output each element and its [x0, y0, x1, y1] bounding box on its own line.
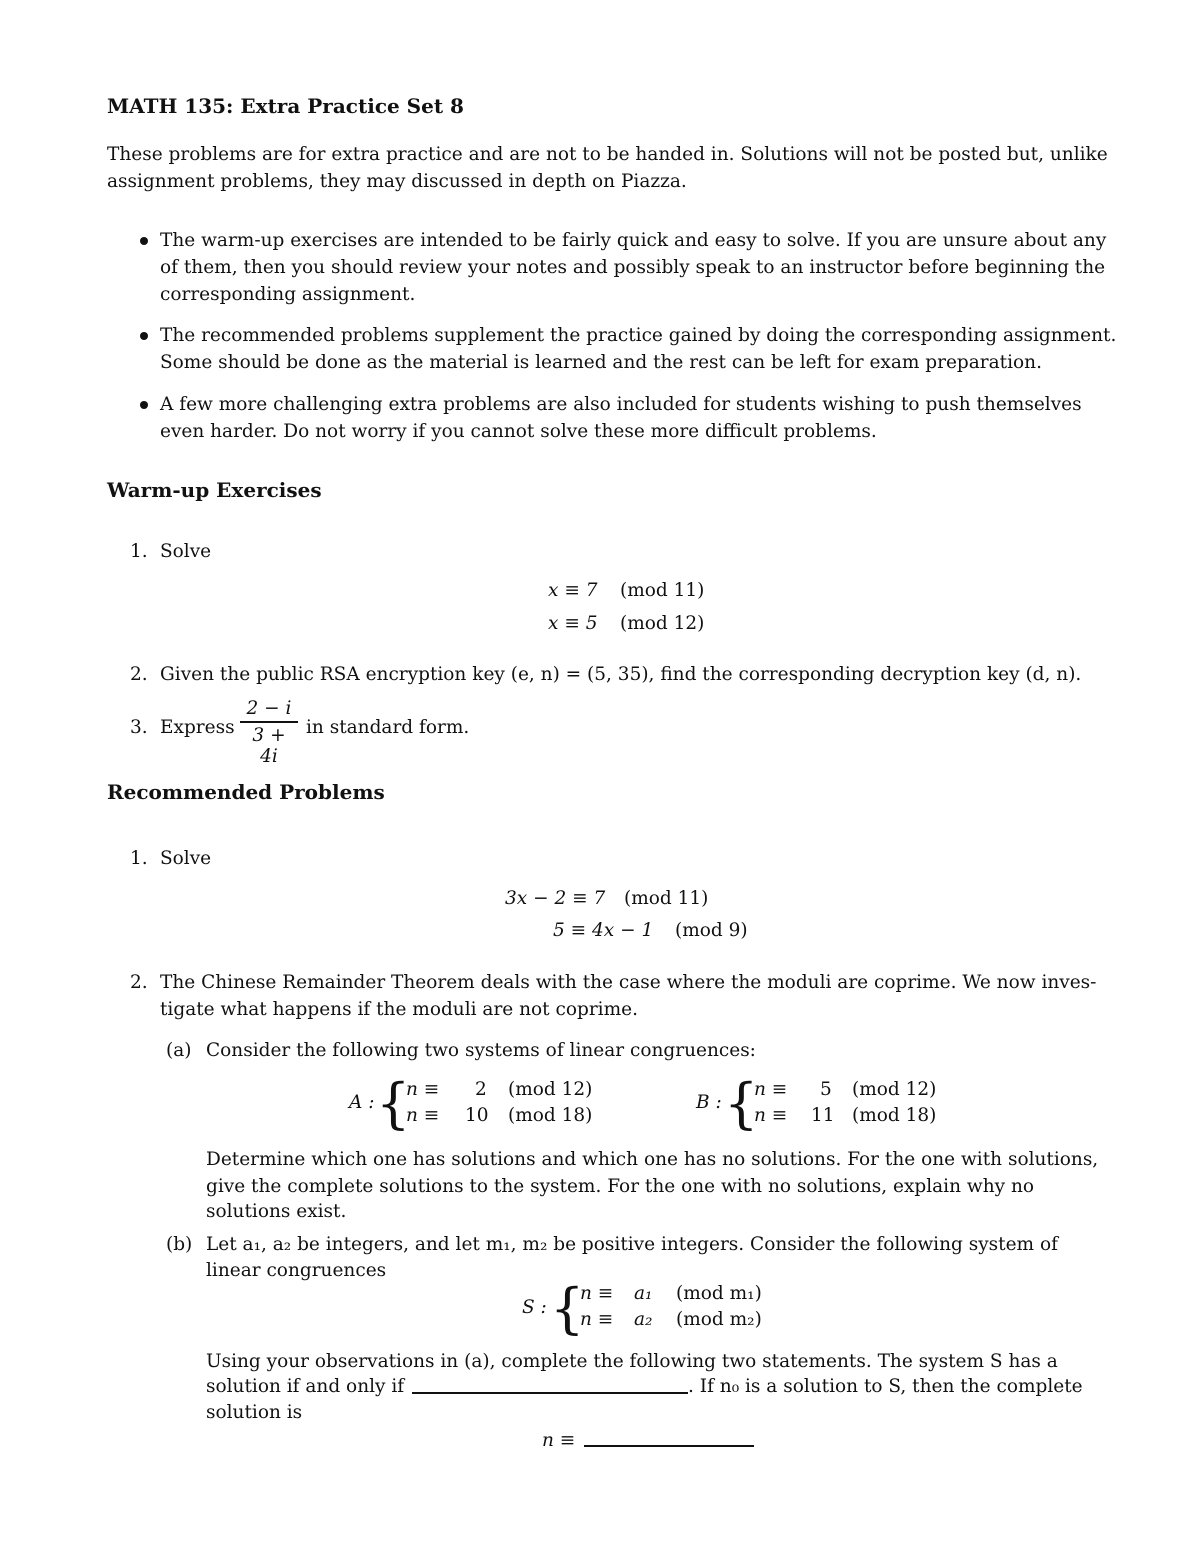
system-a-row1-mod: (mod 12)	[508, 1079, 593, 1100]
bullet-line: of them, then you should review your notes and possibly speak to an instructor before beginning the	[160, 257, 1106, 278]
part-b-after-line3: solution is	[206, 1402, 303, 1423]
system-a-row1-rhs: 2	[475, 1079, 487, 1100]
system-s-row2-mod: (mod m₂)	[676, 1309, 762, 1330]
warmup-q1-text: Solve	[160, 541, 212, 562]
recommended-q2-line1: The Chinese Remainder Theorem deals with the case where the moduli are coprime. We now inves-	[160, 972, 1097, 993]
page-title: MATH 135: Extra Practice Set 8	[107, 94, 464, 118]
system-b-row1-lhs: n ≡	[754, 1079, 788, 1100]
recommended-q1-text: Solve	[160, 848, 212, 869]
system-b-row1-mod: (mod 12)	[852, 1079, 937, 1100]
warmup-q1-eq2-mod: (mod 12)	[620, 613, 705, 634]
system-s-name: S :	[522, 1297, 547, 1318]
warmup-q3-after: in standard form.	[306, 717, 470, 738]
fraction-denominator: 3 + 4i	[252, 724, 286, 767]
warmup-q1-eq1-lhs: x ≡ 7	[548, 580, 598, 601]
part-b-line1: Let a₁, a₂ be integers, and let m₁, m₂ be positive integers. Consider the following system of	[206, 1234, 1058, 1255]
left-brace: {	[376, 1072, 411, 1135]
bullet-line: Some should be done as the material is learned and the rest can be left for exam preparation.	[160, 352, 1042, 373]
system-a-row2-mod: (mod 18)	[508, 1105, 593, 1126]
recommended-q1-eq1-mod: (mod 11)	[624, 888, 709, 909]
system-s-row2-rhs: a₂	[634, 1309, 653, 1330]
left-brace: {	[550, 1277, 585, 1340]
part-b-after-line1: Using your observations in (a), complete the following two statements. The system S has a	[206, 1351, 1058, 1372]
system-a-row2-rhs: 10	[465, 1105, 489, 1126]
system-b-row2-lhs: n ≡	[754, 1105, 788, 1126]
warmup-heading: Warm-up Exercises	[107, 478, 322, 502]
recommended-q1-eq2-mod: (mod 9)	[675, 920, 748, 941]
warmup-q1-number: 1.	[130, 541, 148, 562]
system-b-row1-rhs: 5	[820, 1079, 832, 1100]
warmup-q3-number: 3.	[130, 717, 148, 738]
warmup-q1-eq1-mod: (mod 11)	[620, 580, 705, 601]
part-a-text: Consider the following two systems of linear congruences:	[206, 1040, 756, 1061]
bullet-icon	[140, 401, 148, 409]
recommended-q2-number: 2.	[130, 972, 148, 993]
system-b-row2-rhs: 11	[811, 1105, 835, 1126]
part-b-line2: linear congruences	[206, 1260, 387, 1281]
answer-blank-solution	[584, 1445, 754, 1447]
recommended-q1-eq1-lhs: 3x − 2 ≡ 7	[505, 888, 606, 909]
recommended-heading: Recommended Problems	[107, 780, 385, 804]
intro-line-1: These problems are for extra practice and are not to be handed in. Solutions will not be posted but, unlike	[107, 144, 1108, 165]
bullet-line: The recommended problems supplement the practice gained by doing the corresponding assignment.	[160, 325, 1117, 346]
warmup-q2-number: 2.	[130, 664, 148, 685]
system-s-row1-rhs: a₁	[634, 1283, 653, 1304]
system-a-row1-lhs: n ≡	[406, 1079, 440, 1100]
system-b-name: B :	[696, 1092, 722, 1113]
recommended-q2-line2: tigate what happens if the moduli are not coprime.	[160, 999, 638, 1020]
system-a-row2-lhs: n ≡	[406, 1105, 440, 1126]
fraction-bar	[240, 721, 298, 723]
warmup-q1-eq2-lhs: x ≡ 5	[548, 613, 598, 634]
warmup-q3-fraction	[240, 698, 298, 767]
left-brace: {	[724, 1072, 759, 1135]
recommended-q1-eq2-lhs: 5 ≡ 4x − 1	[553, 920, 654, 941]
system-s-row1-mod: (mod m₁)	[676, 1283, 762, 1304]
intro-line-2: assignment problems, they may discussed in depth on Piazza.	[107, 171, 687, 192]
warmup-q3-before: Express	[160, 717, 235, 738]
bullet-line: The warm-up exercises are intended to be fairly quick and easy to solve. If you are unsure about any	[160, 230, 1107, 251]
system-s-row1-lhs: n ≡	[580, 1283, 614, 1304]
bullet-icon	[140, 237, 148, 245]
bullet-icon	[140, 332, 148, 340]
part-b-after-line2-post: . If n₀ is a solution to S, then the complete	[688, 1376, 1083, 1397]
final-equation-lhs: n ≡	[542, 1430, 576, 1451]
answer-blank-condition	[412, 1392, 688, 1394]
system-s-row2-lhs: n ≡	[580, 1309, 614, 1330]
part-a-after-line2: give the complete solutions to the system. For the one with no solutions, explain why no	[206, 1176, 1035, 1197]
fraction-numerator: 2 − i	[246, 698, 292, 719]
bullet-line: even harder. Do not worry if you cannot solve these more difficult problems.	[160, 421, 877, 442]
bullet-line: A few more challenging extra problems are also included for students wishing to push themselves	[160, 394, 1082, 415]
part-b-label: (b)	[166, 1234, 193, 1255]
part-a-after-line3: solutions exist.	[206, 1201, 347, 1222]
warmup-q2-text: Given the public RSA encryption key (e, n) = (5, 35), find the corresponding decryption key (d, n).	[160, 664, 1082, 685]
bullet-line: corresponding assignment.	[160, 284, 416, 305]
part-a-label: (a)	[166, 1040, 192, 1061]
system-b-row2-mod: (mod 18)	[852, 1105, 937, 1126]
part-a-after-line1: Determine which one has solutions and which one has no solutions. For the one with solutions,	[206, 1149, 1099, 1170]
part-b-after-line2-pre: solution if and only if	[206, 1376, 405, 1397]
system-a-name: A :	[349, 1092, 375, 1113]
recommended-q1-number: 1.	[130, 848, 148, 869]
